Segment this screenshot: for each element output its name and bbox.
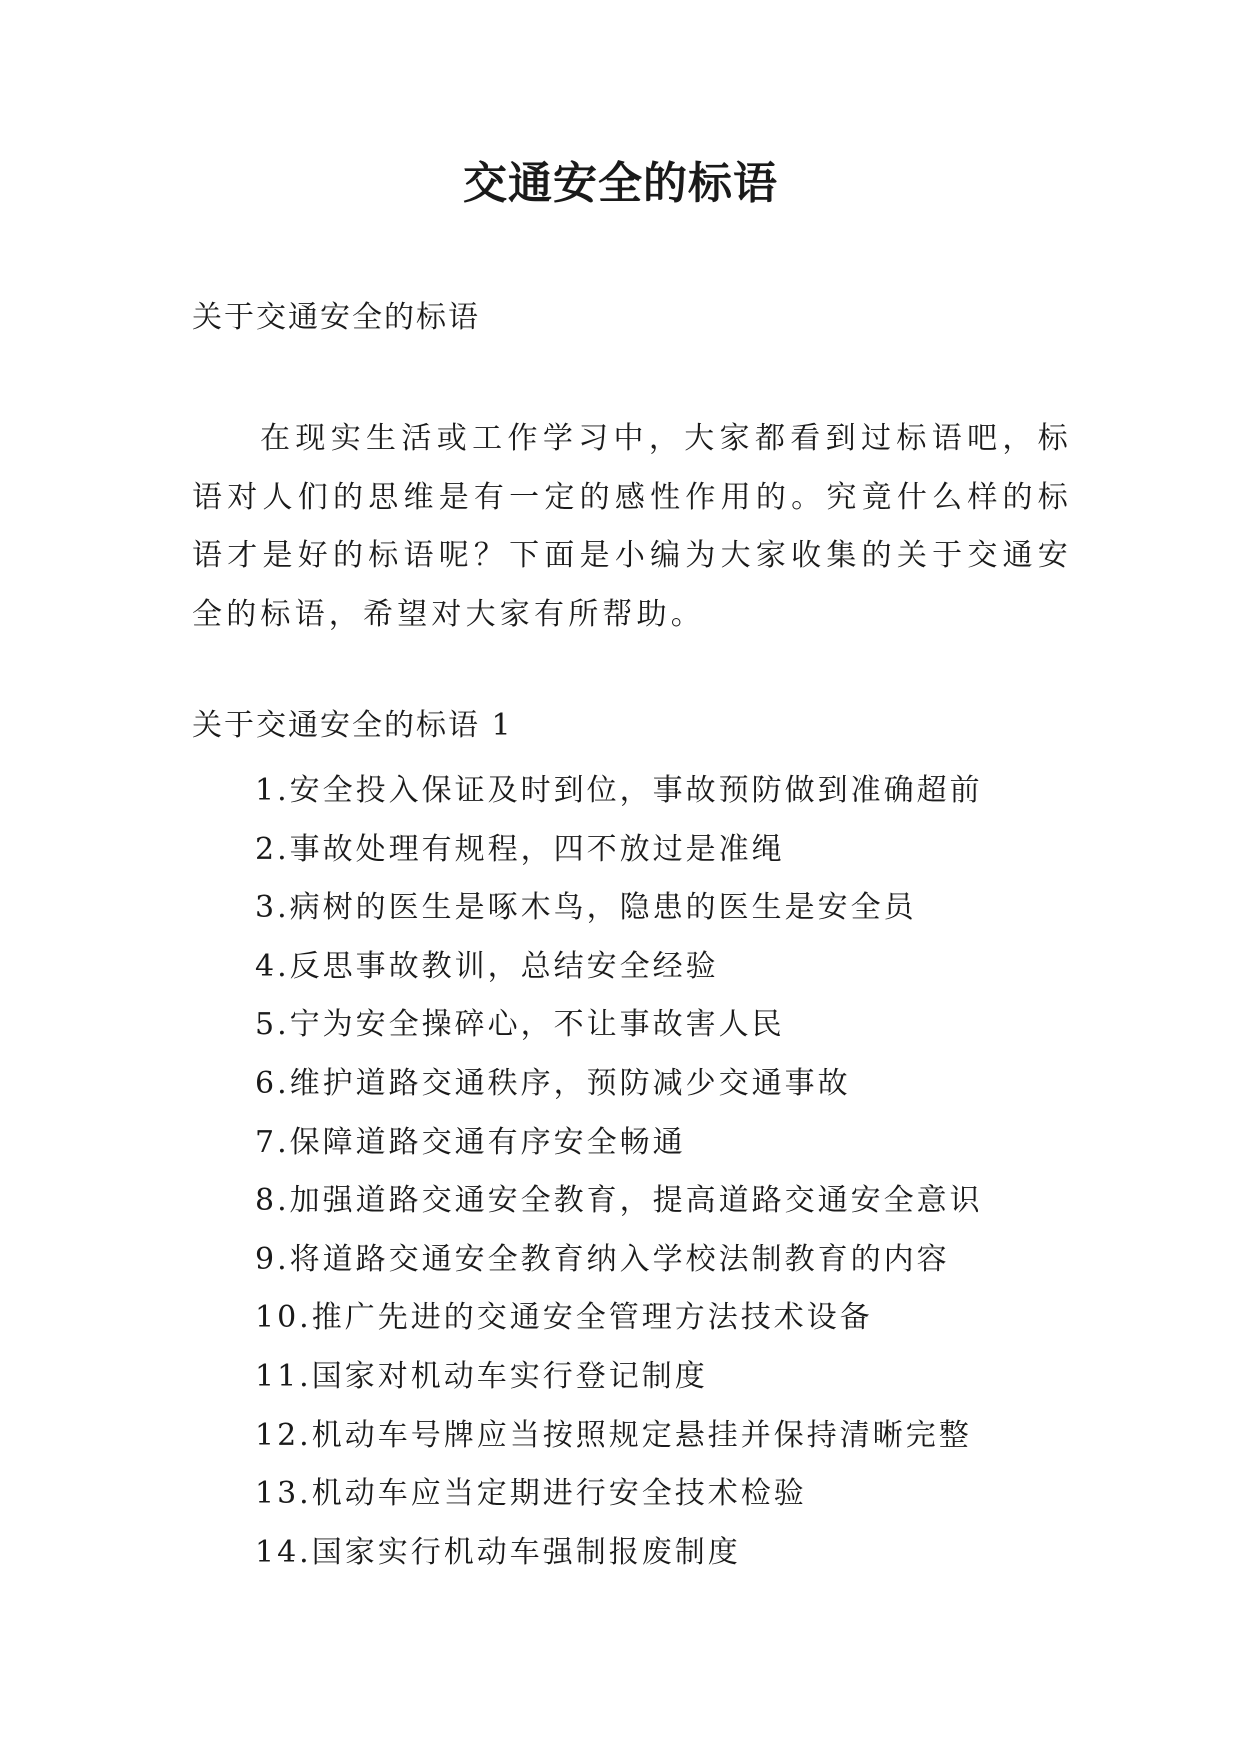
section-heading: 关于交通安全的标语 1 [192,708,513,743]
page-title: 交通安全的标语 [463,158,778,209]
list-item: 11.国家对机动车实行登记制度 [255,1358,708,1394]
list-item: 1.安全投入保证及时到位，事故预防做到准确超前 [255,773,983,808]
slogan-list [255,762,1115,1582]
list-item: 6.维护道路交通秩序，预防减少交通事故 [255,1065,851,1101]
list-item: 2.事故处理有规程，四不放过是准绳 [255,831,785,867]
list-item: 5.宁为安全操碎心，不让事故害人民 [255,1007,785,1043]
list-item: 8.加强道路交通安全教育，提高道路交通安全意识 [255,1183,983,1219]
list-item: 9.将道路交通安全教育纳入学校法制教育的内容 [255,1241,950,1277]
list-item: 14.国家实行机动车强制报废制度 [255,1534,741,1570]
list-item: 10.推广先进的交通安全管理方法技术设备 [255,1300,873,1336]
intro-paragraph: 在现实生活或工作学习中，大家都看到过标语吧，标语对人们的思维是有一定的感性作用的。究竟什么样的标语才是好的标语呢？下面是小编为大家收集的关于交通安全的标语，希望对大家有所帮助。 [192,421,1072,632]
list-item: 13.机动车应当定期进行安全技术检验 [255,1476,807,1512]
list-item: 3.病树的医生是啄木鸟，隐患的医生是安全员 [255,890,917,926]
list-item: 12.机动车号牌应当按照规定悬挂并保持清晰完整 [255,1417,972,1453]
list-item: 4.反思事故教训，总结安全经验 [255,948,719,984]
list-item: 7.保障道路交通有序安全畅通 [255,1124,686,1160]
document-subtitle: 关于交通安全的标语 [192,300,480,335]
